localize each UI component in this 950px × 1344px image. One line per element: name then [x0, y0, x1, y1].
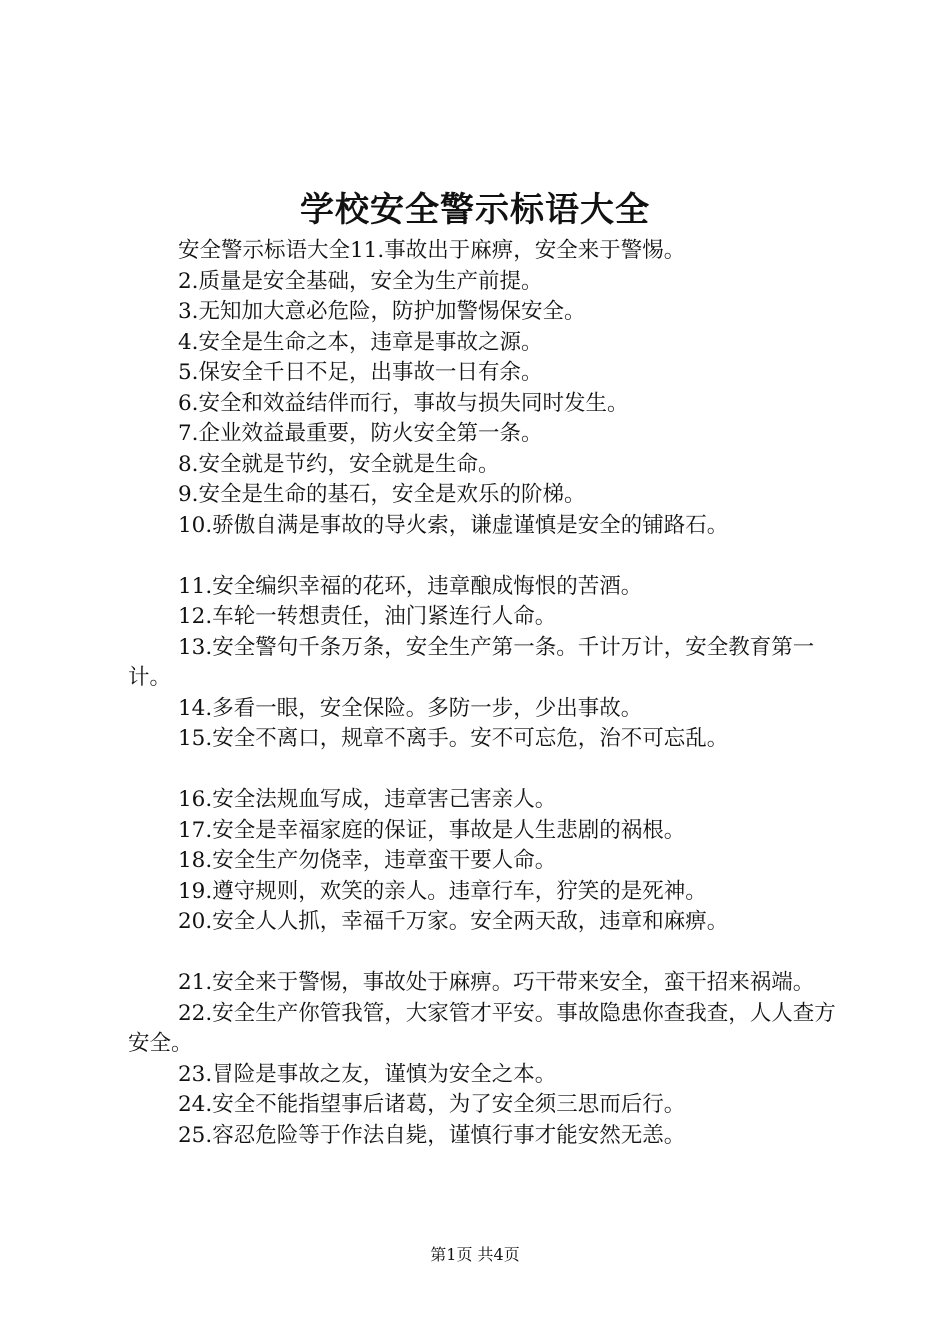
page-footer: 第1页 共4页 — [430, 1245, 520, 1264]
paragraph: 5.保安全千日不足，出事故一日有余。 — [178, 360, 543, 385]
paragraph: 23.冒险是事故之友，谨慎为安全之本。 — [178, 1061, 557, 1087]
document-body — [128, 236, 838, 1151]
paragraph: 6.安全和效益结伴而行，事故与损失同时发生。 — [178, 390, 629, 416]
paragraph: 17.安全是幸福家庭的保证，事故是人生悲剧的祸根。 — [178, 817, 686, 843]
paragraph: 21.安全来于警惕，事故处于麻痹。巧干带来安全，蛮干招来祸端。 — [178, 970, 815, 995]
paragraph: 18.安全生产勿侥幸，违章蛮干要人命。 — [178, 848, 557, 873]
paragraph: 19.遵守规则，欢笑的亲人。违章行车，狞笑的是死神。 — [178, 878, 707, 904]
paragraph: 12.车轮一转想责任，油门紧连行人命。 — [178, 604, 557, 629]
paragraph: 8.安全就是节约，安全就是生命。 — [178, 451, 500, 477]
paragraph: 3.无知加大意必危险，防护加警惕保安全。 — [178, 299, 586, 324]
paragraph: 20.安全人人抓，幸福千万家。安全两天敌，违章和麻痹。 — [178, 909, 729, 934]
paragraph: 11.安全编织幸福的花环，违章酿成悔恨的苦酒。 — [178, 573, 643, 599]
paragraph: 4.安全是生命之本，违章是事故之源。 — [178, 329, 543, 355]
paragraph: 安全警示标语大全11.事故出于麻痹，安全来于警惕。 — [178, 238, 686, 263]
paragraph-gap — [128, 755, 838, 786]
paragraph-gap — [128, 541, 838, 572]
paragraph: 2.质量是安全基础，安全为生产前提。 — [178, 268, 543, 294]
paragraph: 10.骄傲自满是事故的导火索，谦虚谨慎是安全的铺路石。 — [178, 512, 729, 538]
paragraph: 22.安全生产你管我管，大家管才平安。事故隐患你查我查，人人查方安全。 — [128, 1000, 836, 1056]
paragraph: 13.安全警句千条万条，安全生产第一条。千计万计，安全教育第一计。 — [128, 634, 815, 690]
paragraph: 14.多看一眼，安全保险。多防一步，少出事故。 — [178, 695, 643, 721]
paragraph: 7.企业效益最重要，防火安全第一条。 — [178, 421, 543, 446]
paragraph: 15.安全不离口，规章不离手。安不可忘危，治不可忘乱。 — [178, 726, 729, 751]
paragraph: 9.安全是生命的基石，安全是欢乐的阶梯。 — [178, 482, 586, 507]
paragraph-gap — [128, 938, 838, 969]
paragraph: 16.安全法规血写成，违章害己害亲人。 — [178, 787, 557, 812]
document-title: 学校安全警示标语大全 — [300, 190, 650, 230]
paragraph: 24.安全不能指望事后诸葛，为了安全须三思而后行。 — [178, 1092, 686, 1117]
paragraph: 25.容忍危险等于作法自毙，谨慎行事才能安然无恙。 — [178, 1122, 686, 1148]
